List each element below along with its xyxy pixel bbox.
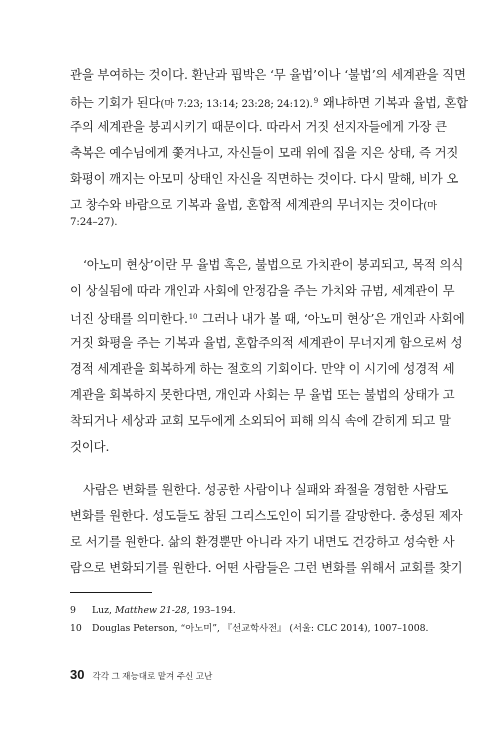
- footnote-marker: 9: [313, 97, 319, 105]
- footnote-divider: [70, 592, 152, 593]
- footnote-detail: , 193–194.: [186, 605, 236, 616]
- footnote-marker: 10: [188, 313, 198, 321]
- page-number: 30: [70, 667, 85, 682]
- footnote-author: Douglas Peterson,: [92, 623, 181, 634]
- scripture-reference: (마 7:23; 13:14; 23:28; 24:12).: [160, 98, 313, 110]
- running-head: 각각 그 재능대로 맡겨 주신 고난: [92, 671, 213, 681]
- text-line: [70, 308, 465, 328]
- footnote-author: Luz,: [92, 605, 115, 616]
- text-line: ‘아노미 현상’이란 무 율법 혹은, 불법으로 가치관이 붕괴되고, 목적 의식: [83, 257, 464, 272]
- text-line: 것이다.: [70, 439, 110, 454]
- text-line: 화평이 깨지는 아모미 상태인 자신을 직면하는 것이다. 다시 말해, 비가 오: [70, 171, 459, 186]
- text-line: 경적 세계관을 회복하게 하는 절호의 기회이다. 만약 이 시기에 성경적 세: [70, 361, 455, 376]
- footnote-9: [70, 604, 431, 618]
- footnote-number: 9: [70, 605, 76, 616]
- text-line: 주의 세계관을 붕괴시키기 때문이다. 따라서 거짓 선지자들에게 가장 큰: [70, 119, 447, 134]
- text-line: 람으로 변화되기를 원한다. 어떤 사람들은 그런 변화를 위해서 교회를 찾기: [70, 560, 463, 575]
- text-span: 고 창수와 바람으로 기복과 율법, 혼합적 세계관의 무너지는 것이다: [70, 197, 424, 212]
- text-span: 너진 상태를 의미한다.: [70, 311, 188, 326]
- text-line: 관을 부여하는 것이다. 환난과 핍박은 ‘무 율법’이나 ‘불법’의 세계관을 직면: [70, 67, 466, 82]
- text-line: [70, 212, 431, 231]
- text-span: 왜냐하면 기복과 율법, 혼합: [319, 95, 469, 110]
- text-line: [70, 92, 469, 113]
- text-line: 축복은 예수님에게 쫓겨나고, 자신들이 모래 위에 집을 지은 상태, 즉 거짓: [70, 145, 459, 160]
- footnote-work: “아노미”, 『선교학사전』: [180, 623, 287, 634]
- text-line: 로 서기를 원한다. 삶의 환경뿐만 아니라 자기 내면도 건강하고 성숙한 사: [70, 534, 455, 549]
- footnote-number: 10: [70, 623, 82, 634]
- scripture-reference: 7:24–27).: [70, 216, 118, 228]
- text-line: 이 상실됨에 따라 개인과 사회에 안정감을 주는 가치와 규범, 세계관이 무: [70, 283, 455, 298]
- text-line: 사람은 변화를 원한다. 성공한 사람이나 실패와 좌절을 경험한 사람도: [83, 482, 449, 497]
- footnote-10: [70, 622, 431, 636]
- footnote-work: Matthew 21-28: [114, 605, 187, 616]
- scripture-reference: (마: [423, 200, 437, 212]
- text-line: 거짓 화평을 주는 기복과 율법, 혼합주의적 세계관이 무너지게 함으로써 성: [70, 335, 463, 350]
- footnote-detail: (서울: CLC 2014), 1007–1008.: [286, 623, 429, 634]
- text-line: 계관을 회복하지 못한다면, 개인과 사회는 무 율법 또는 불법의 상태가 고: [70, 387, 455, 402]
- text-line: 착되거나 세상과 교회 모두에게 소외되어 피해 의식 속에 갇히게 되고 말: [70, 413, 451, 428]
- text-line: 변화를 원한다. 성도들도 참된 그리스도인이 되기를 갈망한다. 충성된 제자: [70, 508, 463, 523]
- text-span: 그러나 내가 볼 때, ‘아노미 현상’은 개인과 사회에: [198, 311, 465, 326]
- text-span: 하는 기회가 된다: [70, 95, 161, 110]
- page-footer: [70, 664, 212, 683]
